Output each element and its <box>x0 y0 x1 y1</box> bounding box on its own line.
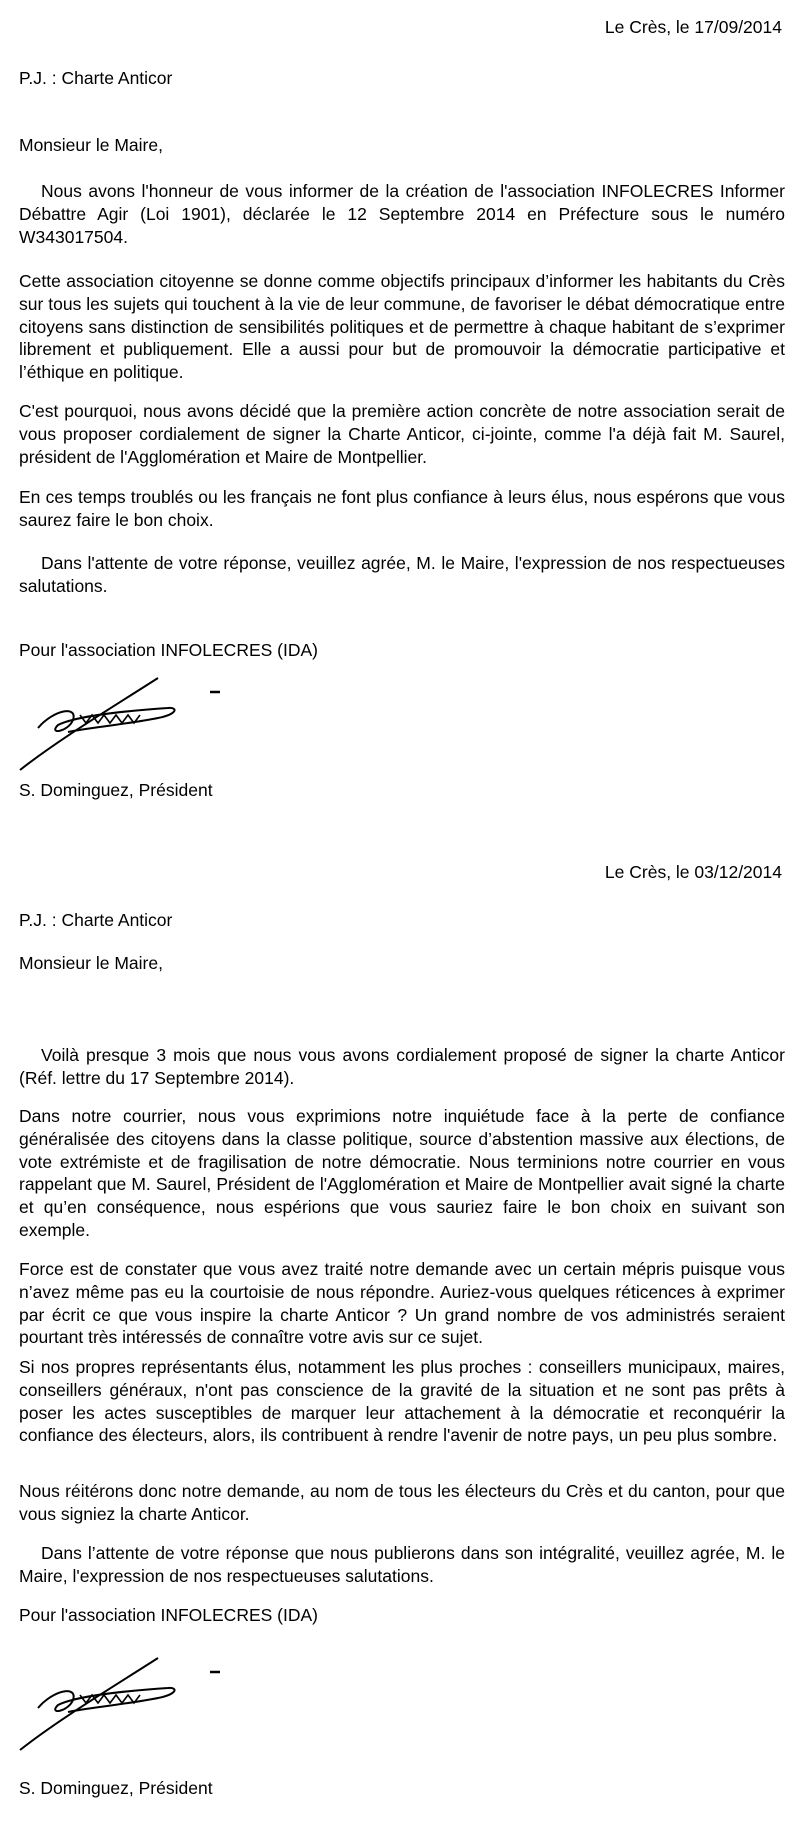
attachment-line: P.J. : Charte Anticor <box>19 68 173 88</box>
handwritten-signature <box>18 670 218 780</box>
salutation: Monsieur le Maire, <box>19 953 163 973</box>
letter-date: Le Crès, le 17/09/2014 <box>604 17 782 37</box>
attachment-line: P.J. : Charte Anticor <box>19 910 173 930</box>
paragraph-regards: Dans l’attente de votre réponse que nous publierons dans son intégralité, veuillez agrée, M. le Maire, l'expression de nos respectueuses salutations. <box>19 1543 785 1586</box>
closing-line: Pour l'association INFOLECRES (IDA) <box>19 1605 318 1625</box>
closing-line: Pour l'association INFOLECRES (IDA) <box>19 640 318 660</box>
paragraph-trust: En ces temps troublés ou les français ne font plus confiance à leurs élus, nous espérons que vous saurez faire le bon choix. <box>19 487 785 530</box>
handwritten-signature <box>18 1650 218 1760</box>
paragraph-representatives: Si nos propres représentants élus, notamment les plus proches : conseillers municipaux, maires, conseillers généraux, n'ont pas conscience de la gravité de la situation et ne sont pas prêts à poser les actes susceptibles de marquer leur attachement à la démocratie et reconquérir la confiance des électeurs, alors, ils contribuent à rendre l'avenir de notre pays, un peu plus sombre. <box>19 1357 785 1446</box>
paragraph-reiteration: Nous réitérons donc notre demande, au nom de tous les électeurs du Crès et du canton, pour que vous signiez la charte Anticor. <box>19 1481 785 1524</box>
paragraph-objectives: Cette association citoyenne se donne comme objectifs principaux d’informer les habitants du Crès sur tous les sujets qui touchent à la vie de leur commune, de favoriser le débat démocratique entre citoyens sans distinction de sensibilités politiques et de permettre à chaque habitant de s’exprimer librement et publiquement. Elle a aussi pour but de promouvoir la démocratie participative et l’éthique en politique. <box>19 271 785 383</box>
paragraph-reminder: Voilà presque 3 mois que nous vous avons cordialement proposé de signer la charte Anticor (Réf. lettre du 17 Septembre 2014). <box>19 1045 785 1088</box>
paragraph-concern: Dans notre courrier, nous vous exprimions notre inquiétude face à la perte de confiance généralisée des citoyens dans la classe politique, source d’abstention massive aux élections, de vote extrémiste et de fragilisation de notre démocratie. Nous terminions notre courrier en vous rappelant que M. Saurel, Président de l'Agglomération et Maire de Montpellier avait signé la charte et qu’en conséquence, nous espérions que vous sauriez faire le bon choix en suivant son exemple. <box>19 1106 785 1240</box>
letter-date: Le Crès, le 03/12/2014 <box>604 862 782 882</box>
paragraph-action: C'est pourquoi, nous avons décidé que la première action concrète de notre association serait de vous proposer cordialement de signer la Charte Anticor, ci-jointe, comme l'a déjà fait M. Saurel, président de l'Agglomération et Maire de Montpellier. <box>19 401 785 467</box>
paragraph-intro: Nous avons l'honneur de vous informer de la création de l'association INFOLECRES Informer Débattre Agir (Loi 1901), déclarée le 12 Septembre 2014 en Préfecture sous le numéro W343017504. <box>19 181 785 247</box>
signature-drawing <box>18 670 218 780</box>
signatory-name: S. Dominguez, Président <box>19 1778 213 1798</box>
paragraph-contempt: Force est de constater que vous avez traité notre demande avec un certain mépris puisque vous n’avez même pas eu la courtoisie de nous répondre. Auriez-vous quelques réticences à exprimer par écrit ce que vous inspire la charte Anticor ? Un grand nombre de vos administrés seraient pourtant très intéressés de connaître votre avis sur ce sujet. <box>19 1259 785 1348</box>
signature-drawing <box>18 1650 218 1760</box>
paragraph-regards: Dans l'attente de votre réponse, veuillez agrée, M. le Maire, l'expression de nos respectueuses salutations. <box>19 553 785 596</box>
salutation: Monsieur le Maire, <box>19 135 163 155</box>
signatory-name: S. Dominguez, Président <box>19 780 213 800</box>
